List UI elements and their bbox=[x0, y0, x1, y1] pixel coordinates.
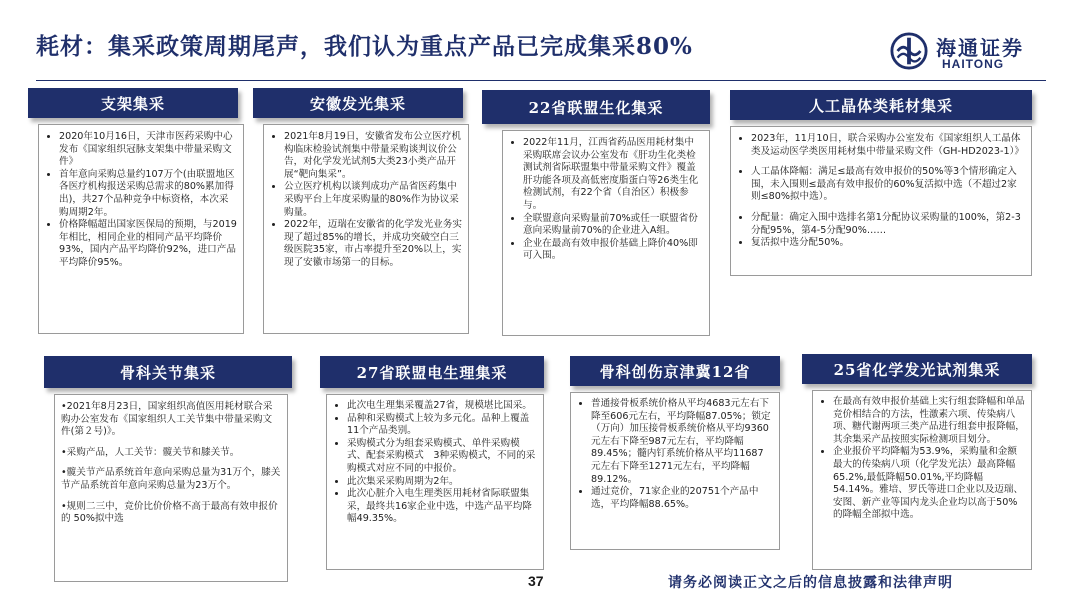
card-anhui-luminescence-header: 安徽发光集采 bbox=[253, 88, 463, 118]
card-27-province-body bbox=[326, 394, 544, 570]
card-joint-line: •采购产品，人工关节：髋关节和膝关节。 bbox=[61, 446, 240, 458]
card-joint-line: •2021年8月23日，国家组织高值医用耗材联合采购办公室发布《国家组织人工关节集中带量采购文件(第２号)》。 bbox=[61, 401, 273, 438]
card-stent-item: • 价格降幅超出国家医保局的预期，与2019年相比，相同企业的相同产品平均降价93%，国内产品平均降价92%，进口产品平均降价95%。 bbox=[59, 219, 237, 269]
card-anhui-item: • 公立医疗机构以谈判成功产品省医药集中采购平台上年度采购量的80%作为协议采购量。 bbox=[284, 181, 462, 219]
title-divider bbox=[36, 80, 1046, 81]
card-27-province-item: • 采购模式分为组套采购模式、单件采购模式、配套采购模式 3种采购模式，不同的采购模式对应不同的中报价。 bbox=[347, 438, 537, 476]
card-27-province-item: • 此次电生理集采覆盖27省，规模堪比国采。 bbox=[347, 400, 537, 413]
card-trauma-header: 骨科创伤京津冀12省 bbox=[570, 356, 780, 386]
card-trauma-body bbox=[570, 392, 780, 550]
card-stent-item: • 2020年10月16日，天津市医药采购中心发布《国家组织冠脉支架集中带量采购文件》 bbox=[59, 131, 237, 169]
card-22-province-item: • 企业在最高有效申报价基础上降价40%即可入围。 bbox=[523, 238, 703, 263]
haitong-logo bbox=[890, 30, 1040, 74]
page-title: 耗材：集采政策周期尾声，我们认为重点产品已完成集采80% bbox=[36, 33, 693, 60]
card-anhui-item: • 2021年8月19日，安徽省发布公立医疗机构临床检验试剂集中带量采购谈判议价公告，对化学发光试剂5大类23小类产品开展“靶向集采”。 bbox=[284, 131, 462, 181]
logo-cn-text: 海通证券 bbox=[936, 36, 1024, 60]
card-27-province-item: • 此次集采采购周期为2年。 bbox=[347, 476, 537, 489]
card-27-province-item: • 此次心脏介入电生理类医用耗材省际联盟集采，最终共16家企业中选，中选产品平均降幅49.35%。 bbox=[347, 488, 537, 526]
logo-en-text: HAITONG bbox=[942, 57, 1005, 71]
card-intraocular-lens-header: 人工晶体类耗材集采 bbox=[730, 90, 1032, 120]
card-stent-item: • 首年意向采购总量约107万个(由联盟地区各医疗机构报送采购总需求的80%累加得出)，共27个品种竞争中标资格，本次采购周期2年。 bbox=[59, 169, 237, 219]
card-joint-line: •髋关节产品系统首年意向采购总量为31万个，膝关节产品系统首年意向采购总量为23万个。 bbox=[61, 467, 281, 491]
card-joint-body bbox=[54, 394, 288, 582]
card-lens-item: • 复活拟中选分配50%。 bbox=[751, 237, 1025, 250]
card-stent-body bbox=[38, 124, 244, 334]
card-joint-line: •规则二三中，竞价比价价格不高于最高有效申报价的 50%拟中选 bbox=[61, 500, 278, 525]
card-lens-item: • 人工晶体降幅：满足≤最高有效申报价的50%等3个情形确定入围，未入围则≤最高有效申报价的60%复活拟中选（不超过2家则≤80%拟中选）。 bbox=[751, 166, 1025, 204]
card-25-province-body bbox=[812, 390, 1032, 570]
card-25-province-item: • 企业报价平均降幅为53.9%，采购量和金额最大的传染病八项（化学发光法）最高降幅 65.2%,最低降幅50.01%,平均降幅54.14%。雅培、罗氏等进口企业以及迈瑞、安图、新产业等国内龙头企业均以高于50%的降幅全部拟中选。 bbox=[833, 446, 1025, 522]
card-anhui-luminescence-body bbox=[263, 124, 469, 334]
card-22-province-item: • 全联盟意向采购量前70%或任一联盟省份意向采购量前70%的企业进入A组。 bbox=[523, 213, 703, 238]
card-intraocular-lens-body bbox=[730, 126, 1032, 276]
card-stent-header: 支架集采 bbox=[28, 88, 238, 118]
card-27-province-header: 27省联盟电生理集采 bbox=[320, 356, 544, 388]
card-27-province-item: • 品种和采购模式上较为多元化。品种上覆盖11个产品类别。 bbox=[347, 413, 537, 438]
card-joint-header: 骨科关节集采 bbox=[44, 356, 292, 388]
card-25-province-item: • 在最高有效申报价基础上实行组套降幅和单品竞价相结合的方法，性激素六项、传染病八项、糖代谢两项三类产品进行组套申报降幅，其余集采产品按照实际检测项目划分。 bbox=[833, 396, 1025, 446]
card-lens-item: • 分配量：确定入围中选排名第1分配协议采购量的100%，第2-3分配95%，第4-5分配90%…… bbox=[751, 212, 1025, 237]
card-22-province-body bbox=[502, 130, 710, 336]
card-22-province-header: 22省联盟生化集采 bbox=[482, 90, 710, 124]
card-trauma-item: • 普通接骨板系统价格从平均4683元左右下降至606元左右，平均降幅87.05%；锁定（万向）加压接骨板系统价格从平均9360元左右下降至987元左右，平均降幅89.45%；髓内钉系统价格从平均11687元左右下降至1271元左右，平均降幅89.12%。 bbox=[591, 398, 773, 486]
legal-disclaimer: 请务必阅读正文之后的信息披露和法律声明 bbox=[668, 575, 953, 591]
page-number: 37 bbox=[528, 573, 544, 589]
card-trauma-item: • 通过竞价，71家企业的20751个产品中选，平均降幅88.65%。 bbox=[591, 486, 773, 511]
haitong-logo-icon bbox=[890, 32, 928, 70]
card-anhui-item: • 2022年，迈瑞在安徽省的化学发光业务实现了超过85%的增长，并成功突破空白三级医院35家，市占率提升至20%以上，实现了安徽市场第一的目标。 bbox=[284, 219, 462, 269]
card-lens-item: • 2023年，11月10日，联合采购办公室发布《国家组织人工晶体类及运动医学类医用耗材集中带量采购文件（GH-HD2023-1）》 bbox=[751, 133, 1025, 158]
card-25-province-header: 25省化学发光试剂集采 bbox=[802, 354, 1032, 384]
card-22-province-item: • 2022年11月，江西省药品医用耗材集中采购联席会议办公室发布《肝功生化类检测试剂省际联盟集中带量采购文件》覆盖肝功能各项及高低密度脂蛋白等26类生化检测试剂，有22个省（自治区）积极参与。 bbox=[523, 137, 703, 213]
